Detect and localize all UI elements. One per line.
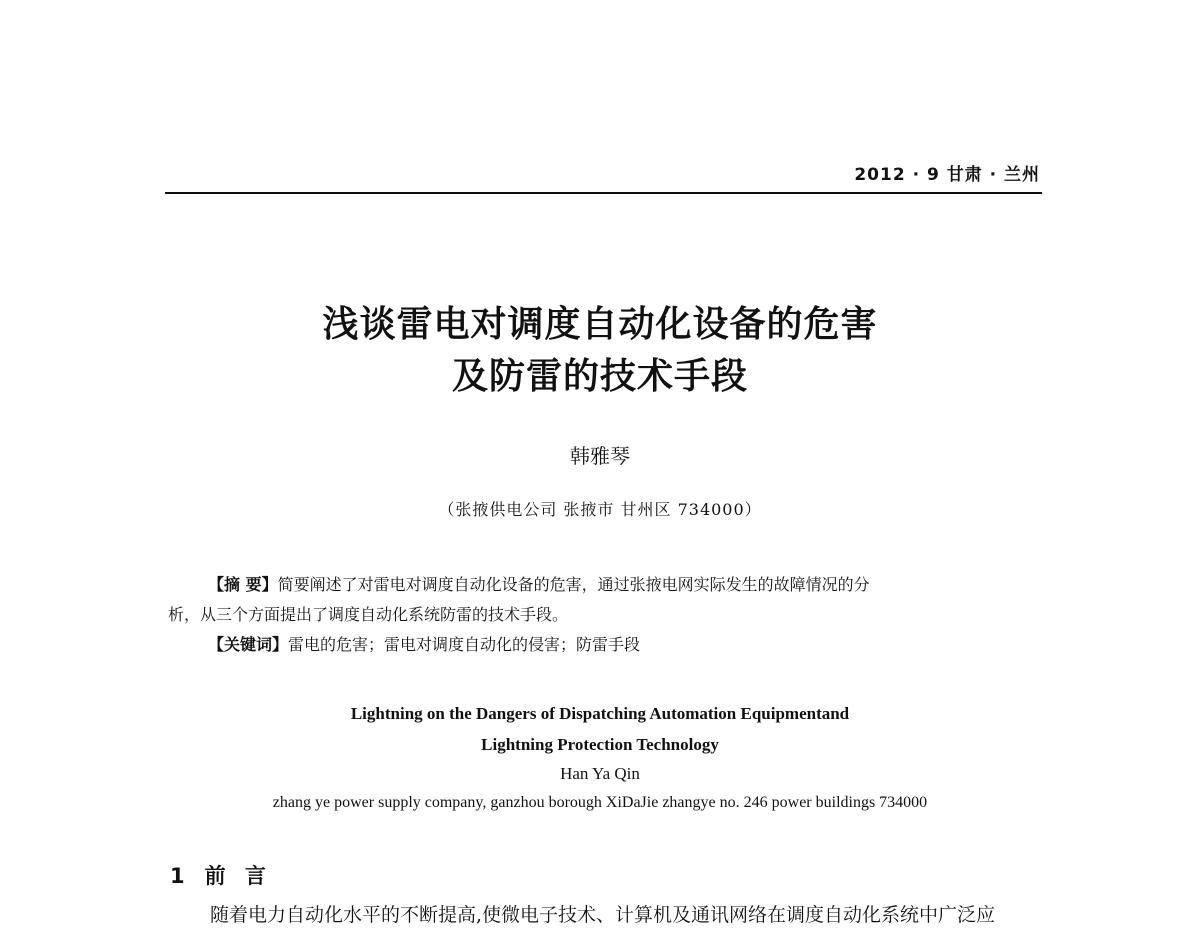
keywords-label: 【关键词】 [208,635,289,654]
english-title-line-1: Lightning on the Dangers of Dispatching Automation Equipmentand [350,704,850,723]
section-number: 1 [170,864,191,888]
abstract-label: 【摘 要】 [208,575,278,594]
english-abstract-header [0,698,1200,818]
title-line-2: 及防雷的技术手段 [451,355,748,397]
keywords-text: 雷电的危害；雷电对调度自动化的侵害；防雷手段 [288,635,641,654]
author-affiliation: （张掖供电公司 张掖市 甘州区 734000） [438,500,762,519]
abstract-line-1 [168,570,1048,600]
english-affiliation: zhang ye power supply company, ganzhou borough XiDaJie zhangye no. 246 power buildings 734000 [272,794,928,811]
english-title-line-2: Lightning Protection Technology [481,735,719,754]
body-paragraph: 随着电力自动化水平的不断提高,使微电子技术、计算机及通讯网络在调度自动化系统中广泛应 [210,904,996,926]
title-line-1: 浅谈雷电对调度自动化设备的危害 [322,303,878,345]
author-name: 韩雅琴 [570,444,630,468]
paper-title [0,298,1200,402]
section-title: 前 言 [204,864,272,888]
abstract-line-2: 析，从三个方面提出了调度自动化系统防雷的技术手段。 [168,605,569,624]
section-heading [170,860,272,890]
english-author: Han Ya Qin [560,764,640,783]
header-rule [165,192,1042,194]
abstract-text-1: 简要阐述了对雷电对调度自动化设备的危害，通过张掖电网实际发生的故障情况的分 [277,575,870,594]
keywords-line [168,630,1048,660]
abstract-section [168,570,1048,660]
issue-date-location: 2012 · 9 甘肃 · 兰州 [854,165,1040,185]
